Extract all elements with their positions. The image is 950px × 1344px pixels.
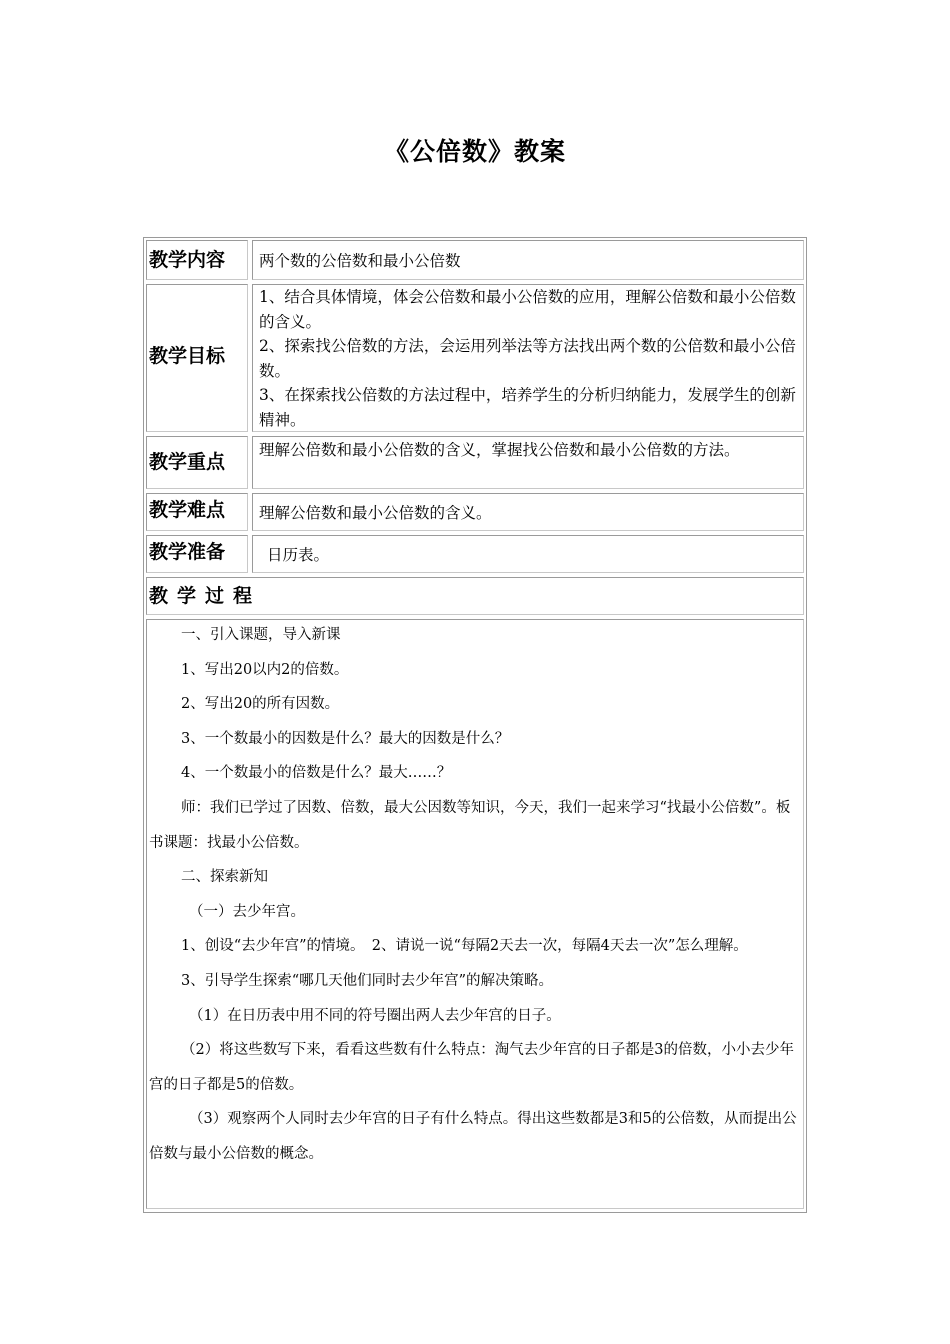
row-label: 教学内容 [146,240,248,280]
cell-line: 两个数的公倍数和最小公倍数 [259,252,461,270]
lesson-plan-table [143,237,807,1213]
row-value [252,284,804,432]
process-paragraph: 一、引入课题，导入新课 [181,627,341,643]
process-body [146,619,804,1209]
row-value [252,493,804,531]
row-objectives [146,284,804,432]
process-paragraph: （2）将这些数写下来，看看这些数有什么特点：淘气去少年宫的日子都是3的倍数，小小去少年宫的日子都是5的倍数。 [149,1042,794,1093]
process-paragraph: 1、创设“去少年宫”的情境。 2、请说一说“每隔2天去一次，每隔4天去一次”怎么理解。 [181,938,748,955]
row-value [252,436,804,489]
process-paragraph: 师：我们已学过了因数、倍数，最大公因数等知识，今天，我们一起来学习“找最小公倍数”。板书课题：找最小公倍数。 [149,799,791,851]
process-paragraph: 3、引导学生探索“哪几天他们同时去少年宫”的解决策略。 [181,972,554,989]
process-paragraph: 2、写出20的所有因数。 [181,696,340,713]
cell-line: 理解公倍数和最小公倍数的含义，掌握找公倍数和最小公倍数的方法。 [259,441,740,459]
process-paragraph: （一）去少年宫。 [189,903,305,920]
process-paragraph: 1、写出20以内2的倍数。 [181,661,349,678]
row-value [252,240,804,280]
row-label: 教学重点 [146,436,248,489]
process-paragraph: 4、一个数最小的倍数是什么？最大……？ [181,765,452,782]
process-paragraph: 3、一个数最小的因数是什么？最大的因数是什么？ [181,730,510,747]
row-process-body [146,619,804,1209]
row-label: 教学准备 [146,535,248,573]
row-value [252,535,804,573]
row-preparation [146,535,804,573]
document-title: 《公倍数》教案 [383,137,566,166]
row-content [146,240,804,280]
cell-line: 理解公倍数和最小公倍数的含义。 [259,504,492,522]
process-heading: 教学过程 [146,577,804,615]
row-label: 教学难点 [146,493,248,531]
cell-line: 1、结合具体情境，体会公倍数和最小公倍数的应用，理解公倍数和最小公倍数的含义。 [259,288,796,331]
row-key-points [146,436,804,489]
row-difficulties [146,493,804,531]
cell-line: 2、探索找公倍数的方法，会运用列举法等方法找出两个数的公倍数和最小公倍数。 [259,337,796,380]
cell-line: 日历表。 [267,546,330,564]
cell-line: 3、在探索找公倍数的方法过程中，培养学生的分析归纳能力，发展学生的创新精神。 [259,386,796,429]
process-paragraph: （3）观察两个人同时去少年宫的日子有什么特点。得出这些数都是3和5的公倍数，从而提出公倍数与最小公倍数的概念。 [149,1111,797,1162]
row-label: 教学目标 [146,284,248,432]
process-paragraph: （1）在日历表中用不同的符号圈出两人去少年宫的日子。 [189,1007,561,1024]
row-process-heading [146,577,804,615]
process-paragraph: 二、探索新知 [181,869,268,886]
